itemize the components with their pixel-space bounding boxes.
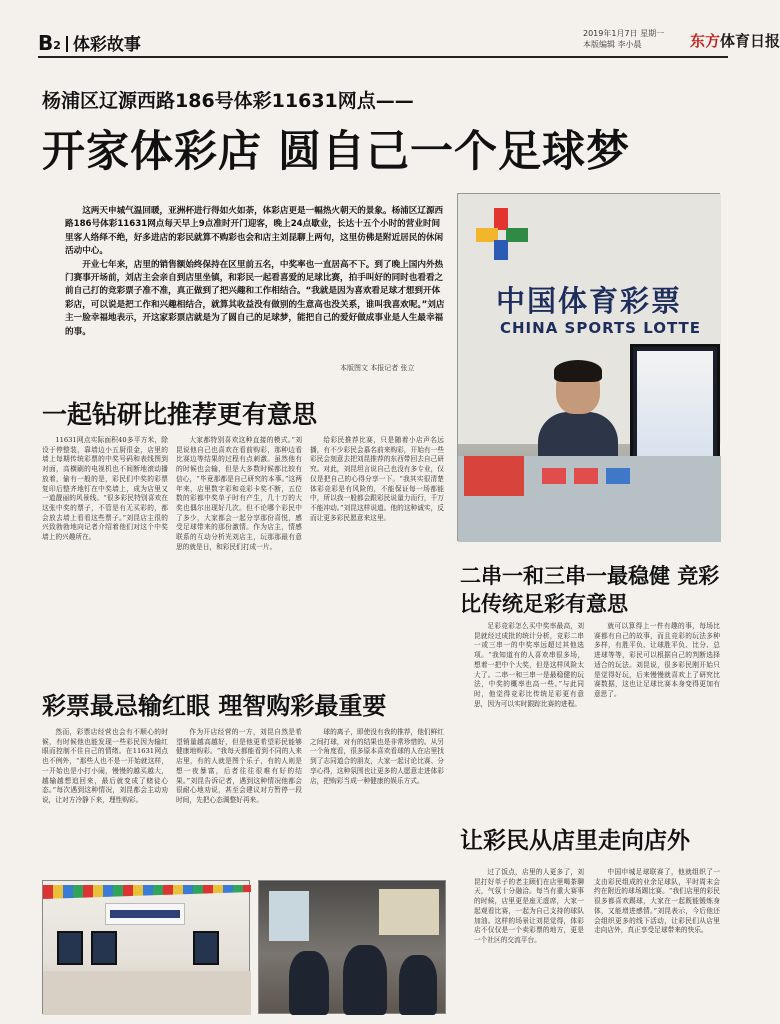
date-block bbox=[583, 28, 664, 50]
paper-logo bbox=[690, 30, 780, 51]
lottery-terminal bbox=[630, 344, 720, 464]
section-title-2: 二串一和三串一最稳健 竞彩比传统足彩有意思 bbox=[460, 564, 720, 616]
section-title-4: 让彩民从店里走向店外 bbox=[460, 828, 690, 854]
body-column bbox=[176, 436, 302, 670]
lead-paragraph-2: 开业七年来，店里的销售额始终保持在区里前五名，中奖率也一直居高不下。到了晚上国内外热门赛事开场前，刘店主会亲自到店里坐镇，和彩民一起看喜爱的足球比赛，拍手叫好的同时也看看之前自己打的竞彩票子准不准，真正做到了把兴趣和工作相结合。“我就是因为喜欢看足球才想到开体彩店，可以说是把工作和兴趣相结合，就算其收益没有做别的生意高也没关系，谁叫我喜欢呢。”刘店主一脸幸福地表示，开这家彩票店就是为了圆自己的足球梦，能把自己的爱好做成事业是人生最幸福的事。 bbox=[65, 259, 445, 337]
body-text: 作为开店经营的一方，刘昆自然是希望销量越高越好，但是他更希望彩民能够健康地购彩。“我每天都能看到不同的人来店里，有的人就是图个乐子，有的人则是想一夜暴富，后者往往很难有好的结果。”刘昆告诉记者，遇到这种情况他都会很耐心地劝说，甚至会建议对方暂停一段时间，先把心态调整好再来。 bbox=[176, 728, 302, 804]
body-column bbox=[474, 868, 584, 1010]
body-text: 就可以算得上一件有趣的事，每场比赛都有自己的故事，而且竞彩的玩法多种多样，有胜平负、让球胜平负、比分、总进球等等，彩民可以根据自己的判断选择适合的玩法。刘昆说，很多彩民刚开始只是觉得好玩，后来慢慢就喜欢上了研究比赛数据，这也让足球比赛本身变得更加有意思了。 bbox=[594, 622, 720, 698]
body-text: 过了饭点，店里的人更多了，刘昆打好单子的老主顾们在店里喝茶聊天，气氛十分融洽。每当有重大赛事的时候，店里更是座无虚席，大家一起观看比赛，一起为自己支持的球队加油。这样的场景让刘昆觉得，体彩店不仅仅是一个卖彩票的地方，更是一个社区的交流平台。 bbox=[474, 868, 584, 944]
sign-english: CHINA SPORTS LOTTE bbox=[500, 319, 702, 337]
body-column bbox=[42, 728, 168, 876]
customers-photo bbox=[258, 880, 446, 1014]
section-number: 2 bbox=[53, 39, 61, 52]
section-title-3: 彩票最忌输红眼 理智购彩最重要 bbox=[42, 692, 387, 720]
body-column bbox=[310, 728, 444, 876]
section-title-1: 一起钻研比推荐更有意思 bbox=[42, 400, 318, 429]
body-text: 中国申城足球联赛了，他就组织了一支由彩民组成的业余足球队，平时周末会约在附近的球场踢比赛。“我们店里的彩民很多都喜欢踢球，大家在一起既能锻炼身体，又能增进感情。”刘昆表示，今后他还会组织更多的线下活动，让彩民们从店里走向店外，真正享受足球带来的快乐。 bbox=[594, 868, 720, 935]
body-text: 给彩民推荐比赛，只是随着小店声名远播，有不少彩民会慕名前来购彩，开始有一些彩民会刻意去把刘昆推荐的东西带回去自己研究。对此，刘昆坦言说自己也没有多专业，仅仅是把自己的心得分享一下。“我其实很清楚体彩竞彩是有风险的，不能保证每一场都能中，所以我一般都会跟彩民说量力而行，千万不能冲动。”刘昆这样说道。他的这种诚实，反而让更多彩民愿意来这里。 bbox=[310, 436, 444, 522]
main-headline: 开家体彩店 圆自己一个足球梦 bbox=[42, 127, 630, 177]
lead-paragraphs bbox=[65, 205, 445, 339]
lottery-logo-icon bbox=[472, 204, 532, 264]
body-column bbox=[176, 728, 302, 876]
body-column bbox=[594, 622, 720, 802]
body-text: 大家都特别喜欢这种直接的模式。”刘昆说他自己也喜欢在看前购彩，那种边看比赛边等结果的过程有点刺激。虽然他有的时候也会输，但是大多数时候都比较有信心，“毕竟那都是自己研究的本事。”这两年来，店里数字彩和竞彩卡奖不断，五位数的彩都中奖单子时有产生，几十万的大奖也偶尔出现好几次。但不论哪个彩民中了多少，大家都会一起分享那份喜悦，感受足球带来的那份激情。作为店主，情感联系的互动分析光刘店主，玩那那最有意思的就是日，和彩民们打成一片。 bbox=[176, 436, 302, 551]
body-column bbox=[594, 868, 720, 1010]
paper-name-a: 东方 bbox=[690, 32, 721, 50]
body-text: 球的离子，即使没有我的推荐，他们鲜红之间打球，对有的结果也是非常珍惜的。从另一个角度看，很多原本喜欢看球的人在店里找到了志同道合的朋友，大家一起讨论比赛、分享心得，这种氛围也让更多的人愿意走进体彩店，把购彩当成一种健康的娱乐方式。 bbox=[310, 728, 444, 785]
store-photo bbox=[457, 193, 720, 541]
body-column bbox=[310, 436, 444, 670]
store-interior-photo bbox=[42, 880, 250, 1014]
body-text: 11631网点实际面积40多平方米，除设于停整装，靠墙边小五厨很金，店里的墙上每期传统彩票的中奖号码和表线图到对面，高横刷的电视机也不间断地滚动播放着，偷有一般的是，彩民们中奖的彩票复印后整齐地钉在中奖墙上，成为店里又一道靓丽的风景线。“很多彩民特别喜欢在这张中奖的票子，不管是有无买彩的，都会放去墙上看看这些票子。”刘昆店主很的兴致勃勃地向记者介绍着他们对这个中奖墙上的兴趣所在。 bbox=[42, 436, 168, 542]
body-text: 足彩竞彩怎么买中奖率最高，刘昆就经过成批的统计分析，竞彩二串一或三串一的中奖率远超过其他选项。“我知道有的人喜欢串很多场，想着一把中个大奖，但是这样风险太大了。二串一和三串一是最稳健的玩法，中奖的概率也高一些。”与此同时，他觉得竞彩比传统足彩更有意思，因为可以实时跟踪比赛的进程。 bbox=[474, 622, 584, 708]
body-column bbox=[42, 436, 168, 670]
page-header bbox=[38, 28, 780, 58]
issue-date: 2019年1月7日 星期一 bbox=[583, 29, 665, 38]
byline: 本版图文 本报记者 张立 bbox=[340, 364, 415, 372]
sign-chinese: 中国体育彩票 bbox=[496, 284, 683, 318]
promo-poster bbox=[464, 456, 524, 496]
section-name: 体彩故事 bbox=[72, 35, 141, 55]
section-code: B bbox=[38, 31, 54, 55]
body-text: 然而，彩票店经营也会有不顺心的时候，有时候他也能发现一些彩民因为输红眼而控制不住自己的情绪。在11631网点也不例外，“那些人也不是一开始就这样，一开始也是小打小闹，慢慢的越买越大，越输越想追回来，最后就变成了赌徒心态。”每次遇到这种情况，刘昆都会主动劝说，让对方冷静下来，理性购彩。 bbox=[42, 728, 168, 804]
page-editor: 本版编辑 李小晨 bbox=[583, 40, 642, 49]
kicker-headline: 杨浦区辽源西路186号体彩11631网点—— bbox=[42, 90, 414, 112]
lead-paragraph-1: 这两天申城气温回暖，亚洲杯进行得如火如荼，体彩店更是一幅热火朝天的景象。杨浦区辽源西路186号体彩11631网点每天早上9点准时开门迎客，晚上24点歇业，长达十五个小时的营业时间里客人络绎不绝，好多进店的彩民就算不购彩也会和店主刘昆聊上两句，这里仿佛是附近居民的休闲活动中心。 bbox=[65, 206, 444, 257]
section-label bbox=[38, 30, 141, 55]
body-column bbox=[474, 622, 584, 802]
paper-name-b: 体育日报 bbox=[720, 32, 780, 50]
